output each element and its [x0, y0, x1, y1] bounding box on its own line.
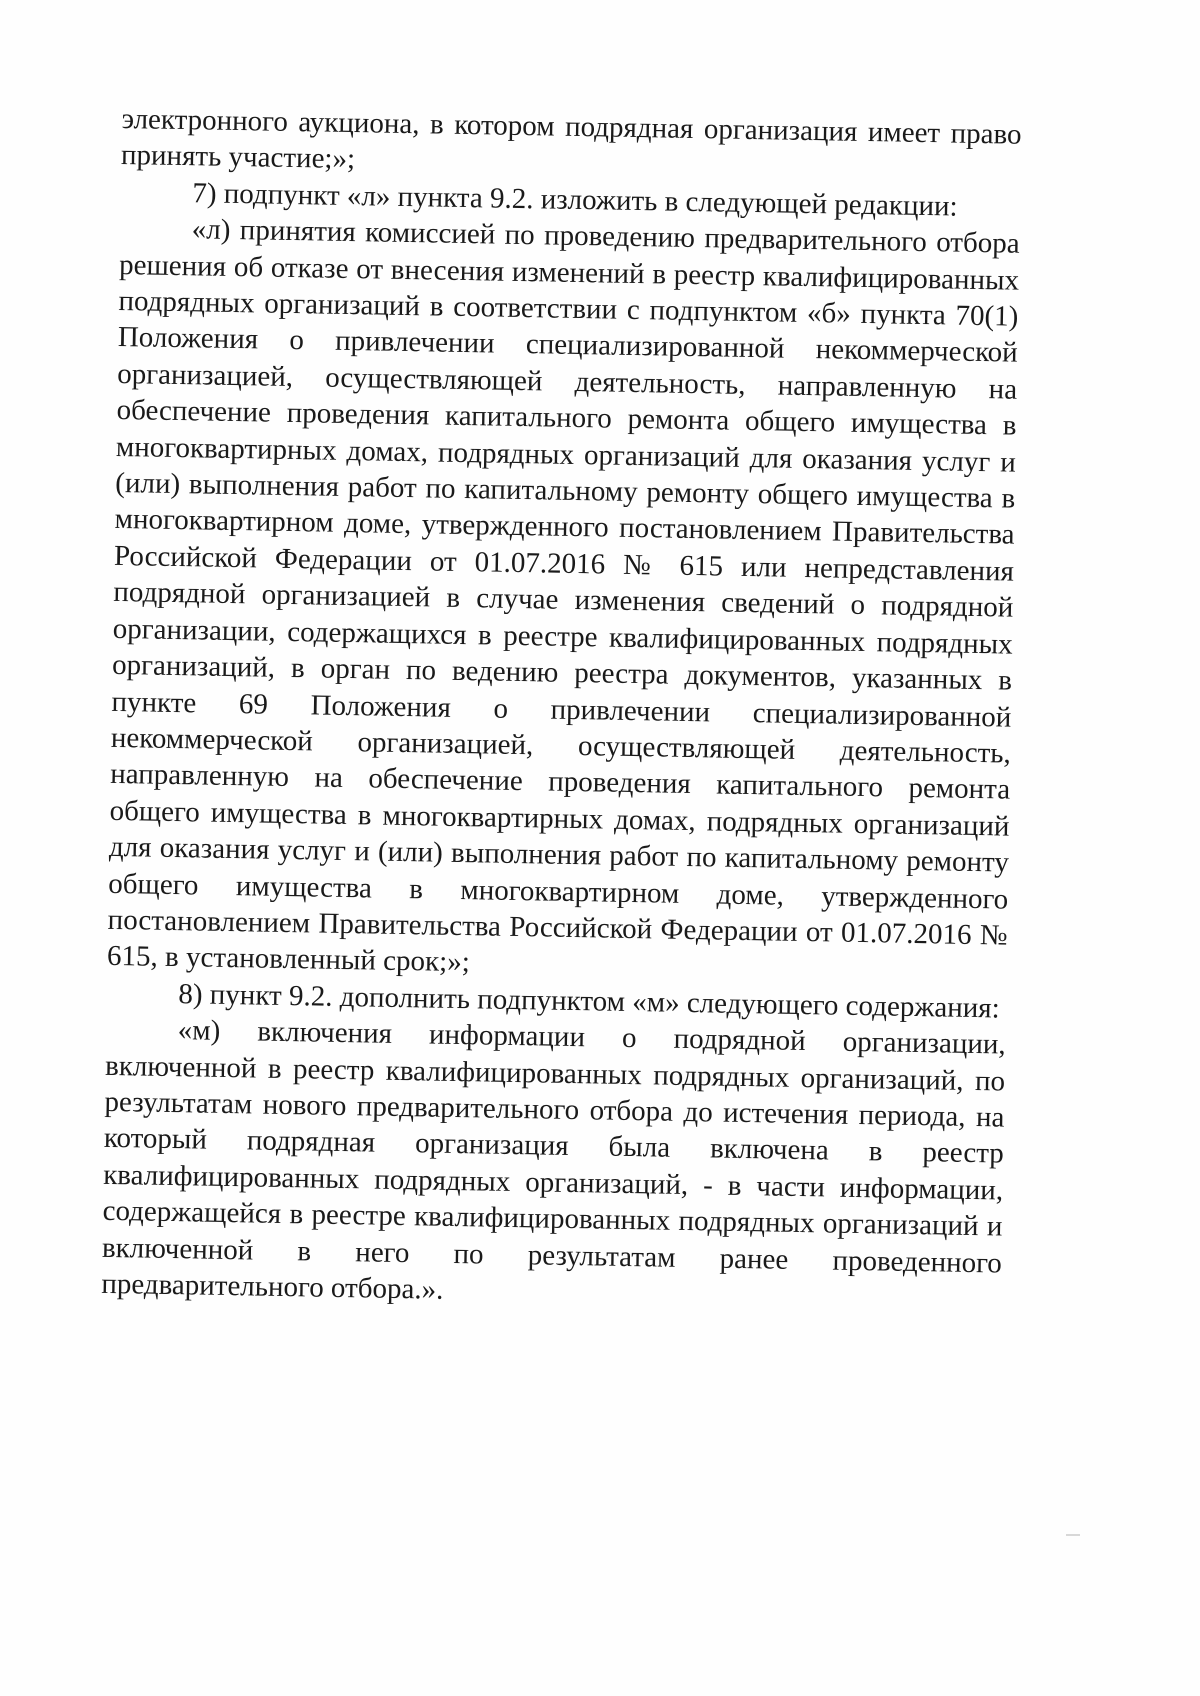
paragraph-item-7: 7) подпункт «л» пункта 9.2. изложить в следующей редакции: [192, 177, 958, 223]
paragraph-continuation: электронного аукциона, в котором подрядная организация имеет право принять участие;»; [120, 102, 1022, 176]
paragraph-subitem-l: «л) принятия комиссией по проведению предварительного отбора решения об отказе от внесения изменений в реестр квалифицированных подрядных организаций в соответствии с подпунктом «б» пункта 70(1) Положения о привлечении специализированной некоммерческой организацией, осуществляющей деятельность, направленную на обеспечение проведения капитального ремонта общего имущества в многоквартирных домах, подрядных организаций для оказания услуг и (или) выполнения работ по капитальному ремонту общего имущества в многоквартирном доме, утвержденного постановлением Правительства Российской Федерации от 01.07.2016 № 615 или непредставления подрядной организацией в случае изменения сведений о подрядной организации, содержащихся в реестре квалифицированных подрядных организаций, в орган по ведению реестра документов, указанных в пункте 69 Положения о привлечении специализированной некоммерческой организацией, осуществляющей деятельность, направленную на обеспечение проведения капитального ремонта общего имущества в многоквартирных домах, подрядных организаций для оказания услуг и (или) выполнения работ по капитальному ремонту общего имущества в многоквартирном доме, утвержденного постановлением Правительства Российской Федерации от 01.07.2016 № 615, в установленный срок;»; [106, 213, 1020, 979]
document-body [101, 101, 1022, 1318]
paragraph-subitem-m: «м) включения информации о подрядной организации, включенной в реестр квалифицированных подрядных организаций, по результатам нового предварительного отбора до истечения периода, на который подрядная организация была включена в реестр квалифицированных подрядных организаций, - в части информации, содержащейся в реестре квалифицированных подрядных организаций и включенной в него по результатам ранее проведенного предварительного отбора.». [101, 1014, 1006, 1306]
paragraph-item-8: 8) пункт 9.2. дополнить подпунктом «м» следующего содержания: [178, 977, 1000, 1025]
scan-artifact [1066, 1534, 1080, 1536]
